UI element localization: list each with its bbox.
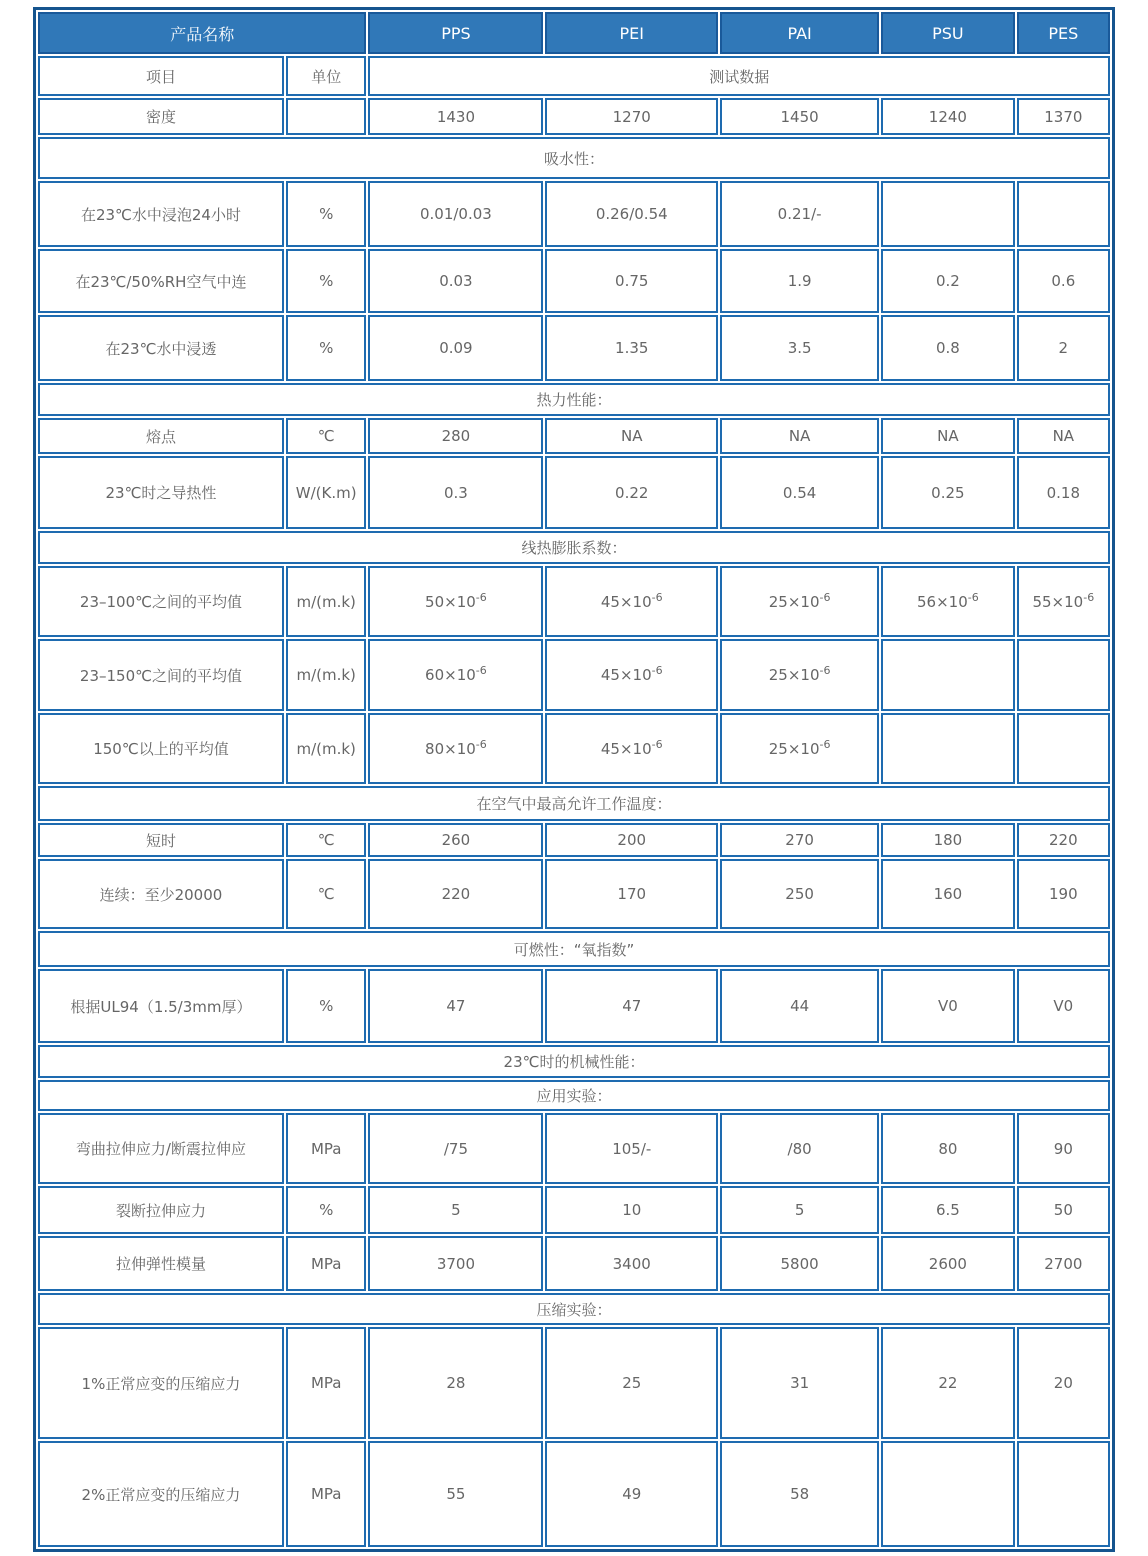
product-header-row: [38, 12, 1110, 54]
item-label: 在23℃水中浸泡24小时: [38, 181, 284, 247]
value-pai: $25\times 10^{-6}$: [720, 566, 879, 637]
value-psu: 6.5: [881, 1186, 1015, 1234]
value-psu: 2600: [881, 1236, 1015, 1291]
product-name-header: 产品名称: [38, 12, 366, 54]
section-row: [38, 1293, 1110, 1325]
value-pes: 20: [1017, 1327, 1110, 1439]
value-pps: 47: [368, 969, 543, 1043]
value-psu: [881, 713, 1015, 784]
section-label: 23℃时的机械性能：: [38, 1045, 1110, 1078]
unit-value: W/(K.m): [286, 456, 367, 529]
item-label: 23–150℃之间的平均值: [38, 639, 284, 711]
item-label: 在23℃/50%RH空气中连: [38, 249, 284, 313]
unit-value: [286, 98, 367, 135]
section-row: [38, 383, 1110, 416]
value-pps: $50\times 10^{-6}$: [368, 566, 543, 637]
value-pes: 0.6: [1017, 249, 1110, 313]
value-pei: 170: [545, 859, 718, 929]
product-header-pes: PES: [1017, 12, 1110, 54]
value-pei: 1.35: [545, 315, 718, 381]
value-pai: NA: [720, 418, 879, 454]
value-pei: 0.26/0.54: [545, 181, 718, 247]
value-psu: $56\times 10^{-6}$: [881, 566, 1015, 637]
value-pps: 5: [368, 1186, 543, 1234]
value-pei: 1270: [545, 98, 718, 135]
data-row: [38, 713, 1110, 784]
unit-value: ℃: [286, 418, 367, 454]
item-label: 根据UL94（1.5/3mm厚）: [38, 969, 284, 1043]
data-row: [38, 823, 1110, 857]
unit-value: ℃: [286, 859, 367, 929]
unit-value: %: [286, 1186, 367, 1234]
value-pei: $45\times 10^{-6}$: [545, 566, 718, 637]
value-pai: 250: [720, 859, 879, 929]
value-pes: [1017, 181, 1110, 247]
value-psu: [881, 181, 1015, 247]
value-psu: 1240: [881, 98, 1015, 135]
data-row: [38, 1236, 1110, 1291]
test-data-label: 测试数据: [368, 56, 1110, 96]
value-pps: 28: [368, 1327, 543, 1439]
section-label: 可燃性：“氧指数”: [38, 931, 1110, 967]
value-pei: 25: [545, 1327, 718, 1439]
value-pei: 105/-: [545, 1113, 718, 1184]
value-pei: NA: [545, 418, 718, 454]
item-label: 弯曲拉伸应力/断震拉伸应: [38, 1113, 284, 1184]
value-pps: 0.3: [368, 456, 543, 529]
value-pei: 3400: [545, 1236, 718, 1291]
value-pps: 0.03: [368, 249, 543, 313]
unit-value: MPa: [286, 1236, 367, 1291]
data-row: [38, 859, 1110, 929]
unit-value: m/(m.k): [286, 713, 367, 784]
value-pps: 55: [368, 1441, 543, 1547]
item-label: 2%正常应变的压缩应力: [38, 1441, 284, 1547]
value-pes: 220: [1017, 823, 1110, 857]
item-label: 连续：至少20000: [38, 859, 284, 929]
product-header-pei: PEI: [545, 12, 718, 54]
item-label: 密度: [38, 98, 284, 135]
value-psu: 160: [881, 859, 1015, 929]
data-row: [38, 456, 1110, 529]
unit-value: %: [286, 181, 367, 247]
value-pes: 0.18: [1017, 456, 1110, 529]
value-pai: 270: [720, 823, 879, 857]
data-row: [38, 1441, 1110, 1547]
value-pes: [1017, 1441, 1110, 1547]
value-pps: 220: [368, 859, 543, 929]
value-pai: 5800: [720, 1236, 879, 1291]
data-row: [38, 1186, 1110, 1234]
value-pai: 3.5: [720, 315, 879, 381]
product-header-pps: PPS: [368, 12, 543, 54]
section-label: 线热膨胀系数：: [38, 531, 1110, 564]
value-pps: 3700: [368, 1236, 543, 1291]
value-pes: 190: [1017, 859, 1110, 929]
value-pes: [1017, 639, 1110, 711]
item-label: 150℃以上的平均值: [38, 713, 284, 784]
unit-value: m/(m.k): [286, 639, 367, 711]
value-pes: 1370: [1017, 98, 1110, 135]
section-row: [38, 931, 1110, 967]
item-label: 裂断拉伸应力: [38, 1186, 284, 1234]
value-pes: 2700: [1017, 1236, 1110, 1291]
value-psu: 180: [881, 823, 1015, 857]
section-label: 吸水性：: [38, 137, 1110, 179]
item-label: 熔点: [38, 418, 284, 454]
item-column-label: 项目: [38, 56, 284, 96]
value-pai: 1.9: [720, 249, 879, 313]
data-row: [38, 1113, 1110, 1184]
item-label: 拉伸弹性模量: [38, 1236, 284, 1291]
value-pai: $25\times 10^{-6}$: [720, 639, 879, 711]
section-label: 热力性能：: [38, 383, 1110, 416]
value-pai: 5: [720, 1186, 879, 1234]
value-psu: 22: [881, 1327, 1015, 1439]
value-psu: 0.2: [881, 249, 1015, 313]
data-row: [38, 98, 1110, 135]
value-pes: [1017, 713, 1110, 784]
value-pps: 0.01/0.03: [368, 181, 543, 247]
value-pes: $55\times 10^{-6}$: [1017, 566, 1110, 637]
value-pai: 0.54: [720, 456, 879, 529]
value-pes: 2: [1017, 315, 1110, 381]
section-row: [38, 531, 1110, 564]
unit-value: %: [286, 249, 367, 313]
data-row: [38, 418, 1110, 454]
value-pei: 47: [545, 969, 718, 1043]
unit-value: MPa: [286, 1441, 367, 1547]
section-row: [38, 786, 1110, 821]
value-pps: $60\times 10^{-6}$: [368, 639, 543, 711]
value-pps: 0.09: [368, 315, 543, 381]
value-psu: [881, 1441, 1015, 1547]
product-header-pai: PAI: [720, 12, 879, 54]
value-pai: /80: [720, 1113, 879, 1184]
value-psu: V0: [881, 969, 1015, 1043]
section-label: 在空气中最高允许工作温度：: [38, 786, 1110, 821]
value-psu: 0.25: [881, 456, 1015, 529]
data-row: [38, 969, 1110, 1043]
unit-value: %: [286, 969, 367, 1043]
value-pps: 280: [368, 418, 543, 454]
unit-value: m/(m.k): [286, 566, 367, 637]
value-psu: 80: [881, 1113, 1015, 1184]
value-pai: $25\times 10^{-6}$: [720, 713, 879, 784]
value-pai: 31: [720, 1327, 879, 1439]
value-pei: 10: [545, 1186, 718, 1234]
item-label: 23℃时之导热性: [38, 456, 284, 529]
value-pei: 49: [545, 1441, 718, 1547]
value-pei: 0.75: [545, 249, 718, 313]
value-pei: 200: [545, 823, 718, 857]
data-row: [38, 181, 1110, 247]
data-row: [38, 315, 1110, 381]
item-label: 在23℃水中浸透: [38, 315, 284, 381]
value-pai: 58: [720, 1441, 879, 1547]
item-label: 短时: [38, 823, 284, 857]
data-row: [38, 1327, 1110, 1439]
unit-column-label: 单位: [286, 56, 367, 96]
value-pes: 90: [1017, 1113, 1110, 1184]
value-pes: V0: [1017, 969, 1110, 1043]
unit-value: ℃: [286, 823, 367, 857]
value-pps: /75: [368, 1113, 543, 1184]
value-pps: $80\times 10^{-6}$: [368, 713, 543, 784]
value-pps: 1430: [368, 98, 543, 135]
value-pes: NA: [1017, 418, 1110, 454]
value-pes: 50: [1017, 1186, 1110, 1234]
section-label: 应用实验：: [38, 1080, 1110, 1111]
section-label: 压缩实验：: [38, 1293, 1110, 1325]
subheader-row: [38, 56, 1110, 96]
value-pai: 1450: [720, 98, 879, 135]
value-pai: 0.21/-: [720, 181, 879, 247]
value-psu: NA: [881, 418, 1015, 454]
value-psu: [881, 639, 1015, 711]
unit-value: MPa: [286, 1327, 367, 1439]
product-header-psu: PSU: [881, 12, 1015, 54]
item-label: 1%正常应变的压缩应力: [38, 1327, 284, 1439]
value-pei: $45\times 10^{-6}$: [545, 639, 718, 711]
value-pei: 0.22: [545, 456, 718, 529]
unit-value: MPa: [286, 1113, 367, 1184]
section-row: [38, 1080, 1110, 1111]
value-pei: $45\times 10^{-6}$: [545, 713, 718, 784]
unit-value: %: [286, 315, 367, 381]
section-row: [38, 1045, 1110, 1078]
data-row: [38, 249, 1110, 313]
section-row: [38, 137, 1110, 179]
table-body: [38, 98, 1110, 1547]
value-psu: 0.8: [881, 315, 1015, 381]
item-label: 23–100℃之间的平均值: [38, 566, 284, 637]
material-properties-table: [33, 7, 1115, 1552]
data-row: [38, 639, 1110, 711]
value-pai: 44: [720, 969, 879, 1043]
data-row: [38, 566, 1110, 637]
value-pps: 260: [368, 823, 543, 857]
